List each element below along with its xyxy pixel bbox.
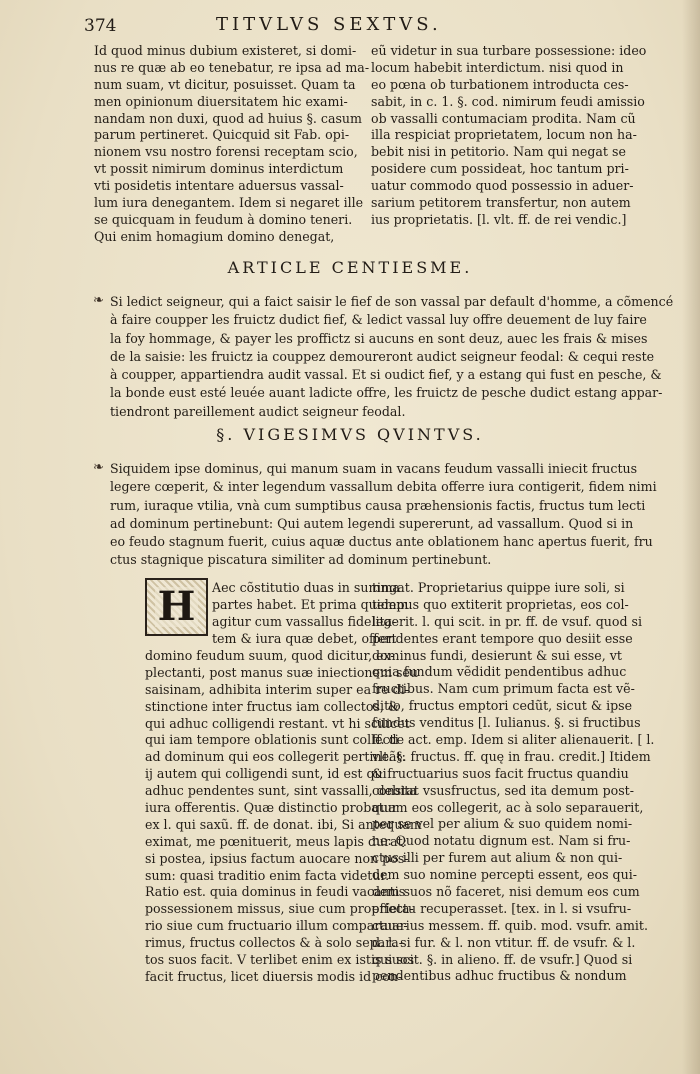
text-line: ne. Quod notatu dignum est. Nam si fru- bbox=[372, 833, 631, 849]
text-line: qui iam tempore oblationis sunt collecti bbox=[145, 732, 399, 748]
text-line: la bonde eust esté leuée auant ladicte offre, les fruictz de pesche dudict estang appar- bbox=[110, 385, 663, 401]
text-line: sabit, in c. 1. §. cod. nimirum feudi amissio bbox=[371, 93, 645, 109]
text-line: ob vassalli contumaciam prodita. Nam cũ bbox=[371, 110, 636, 126]
text-line: vti posidetis intentare aduersus vassal- bbox=[94, 178, 344, 194]
text-line: eo feudo stagnum fuerit, cuius aquæ ductus ante oblationem hanc apertus fuerit, fru bbox=[110, 534, 653, 550]
running-head bbox=[0, 12, 700, 38]
text-line: eũ videtur in sua turbare possessione: ideo bbox=[371, 43, 647, 58]
text-line: men opinionum diuersitatem hic exami- bbox=[94, 93, 348, 109]
text-line: vt possit nimirum dominus interdictum bbox=[94, 161, 344, 177]
text-line: partes habet. Et prima quidem bbox=[212, 596, 409, 612]
text-line: si postea, ipsius factum auocare non pos- bbox=[145, 850, 409, 866]
text-line: ctus stagnique piscatura similiter ad dominum pertinebunt. bbox=[110, 552, 492, 568]
running-title: TITVLVS SEXTVS. bbox=[216, 14, 442, 35]
page-edge-shadow bbox=[682, 0, 700, 1074]
text-line: rum, iuraque vtilia, vnà cum sumptibus causa præhensionis factis, fructus tum lecti bbox=[110, 497, 646, 513]
text-line: fundus venditus [l. Iulianus. §. si fructibus bbox=[372, 715, 641, 731]
text-line: la foy hommage, & payer les proffictz si aucuns en sont deuz, auec les frais & mises bbox=[110, 330, 648, 346]
text-line: tempus quo extiterit proprietas, eos col- bbox=[372, 596, 629, 612]
text-line: tiendront pareillement audict seigneur feodal. bbox=[110, 403, 406, 419]
text-line: constat vsusfructus, sed ita demum post- bbox=[372, 782, 634, 798]
pilcrow-icon: ❧ bbox=[93, 460, 104, 475]
text-line: vlt. §. fructus. ff. quę in frau. credit.] Itidem bbox=[372, 748, 651, 764]
text-line: iura offerentis. Quæ distinctio probatur bbox=[145, 800, 398, 816]
text-line: qui scit. §. in alieno. ff. de vsufr.] Quod si bbox=[372, 951, 633, 967]
initial-lines bbox=[212, 580, 409, 650]
text-line: dem suos nõ faceret, nisi demum eos cum bbox=[372, 884, 640, 900]
text-line: ctus illi per furem aut alium & non qui- bbox=[372, 850, 623, 866]
text-line: plectanti, post manus suæ iniectionem seu bbox=[145, 664, 418, 680]
text-line: num suam, vt dicitur, posuisset. Quam ta bbox=[94, 76, 356, 92]
text-line: effectu recuperasset. [tex. in l. si vsufru- bbox=[372, 900, 632, 916]
text-line: possessionem missus, siue cum proprieta- bbox=[145, 901, 414, 917]
drop-cap-letter: H bbox=[155, 587, 199, 627]
top-right-column bbox=[371, 43, 647, 233]
text-line: à coupper, appartiendra audit vassal. Et si oudict fief, y a estang qui fust en pesche, & bbox=[110, 367, 662, 383]
text-line: domino feudum suum, quod dicitur, ex- bbox=[145, 648, 395, 663]
text-line: sum: quasi traditio enim facta videtur. bbox=[145, 867, 390, 883]
text-line: nandam non duxi, quod ad huius §. casum bbox=[94, 110, 362, 126]
text-line: lum iura denegantem. Idem si negaret ille bbox=[94, 195, 364, 211]
text-line: legere cœperit, & inter legendum vassallum debita offerre iura contigerit, fidem nimi bbox=[110, 479, 657, 495]
section-heading: §. VIGESIMVS QVINTVS. bbox=[216, 425, 484, 444]
text-line: adhuc pendentes sunt, sint vassalli, debita bbox=[145, 783, 417, 799]
text-line: d. l. si fur. & l. non vtitur. ff. de vsufr. & l. bbox=[372, 934, 636, 950]
text-line: quam eos collegerit, ac à solo separauerit, bbox=[372, 799, 644, 815]
text-line: ius proprietatis. [l. vlt. ff. de rei vendic.] bbox=[371, 211, 627, 227]
text-line: uatur commodo quod possessio in aduer- bbox=[371, 178, 634, 194]
text-line: nionem vsu nostro forensi receptam scio, bbox=[94, 144, 358, 160]
bottom-right-column bbox=[372, 580, 655, 990]
text-line: de la saisie: les fruictz ia couppez demoureront audict seigneur feodal: & cequi reste bbox=[110, 348, 655, 364]
text-line: ff. de act. emp. Idem si aliter alienauerit. [ l. bbox=[372, 732, 655, 748]
text-line: agitur cum vassallus fidelita- bbox=[212, 613, 397, 629]
text-line: tem & iura quæ debet, offert bbox=[212, 630, 397, 646]
text-line: Aec cõstitutio duas in summa bbox=[212, 580, 400, 595]
text-line: facit fructus, licet diuersis modis id con- bbox=[145, 968, 403, 984]
page-number: 374 bbox=[84, 16, 117, 36]
text-line: ditio, fructus emptori cedũt, sicut & ipse bbox=[372, 698, 633, 714]
text-line: saisinam, adhibita interim super ea re di- bbox=[145, 681, 409, 697]
text-line: nus re quæ ab eo tenebatur, re ipsa ad ma- bbox=[94, 59, 370, 75]
text-line: tos suos facit. V terlibet enim ex istis suos bbox=[145, 952, 415, 968]
text-line: Qui enim homagium domino denegat, bbox=[94, 228, 335, 244]
article-heading: ARTICLE CENTIESME. bbox=[227, 258, 473, 277]
text-line: Id quod minus dubium existeret, si domi- bbox=[94, 43, 357, 58]
text-line: per se vel per alium & suo quidem nomi- bbox=[372, 816, 633, 832]
text-line: dominus fundi, desierunt & sui esse, vt bbox=[372, 647, 622, 663]
text-line: quia fundum vẽdidit pendentibus adhuc bbox=[372, 664, 627, 680]
text-line: illa respiciat proprietatem, locum non ha- bbox=[371, 127, 637, 143]
top-left-column bbox=[94, 43, 370, 248]
text-line: locum habebit interdictum. nisi quod in bbox=[371, 59, 624, 75]
text-line: rimus, fructus collectos & à solo separa- bbox=[145, 935, 404, 951]
text-line: eximat, me pœnituerit, meus lapis durat: bbox=[145, 833, 407, 849]
text-line: parum pertineret. Quicquid sit Fab. opi- bbox=[94, 127, 350, 143]
text-line: posidere cum possideat, hoc tantum pri- bbox=[371, 161, 629, 177]
text-line: rio siue cum fructuario illum comparaue- bbox=[145, 918, 408, 934]
text-line: se quicquam in feudum à domino teneri. bbox=[94, 211, 353, 227]
text-line: ad dominum pertinebunt: Qui autem legendi supererunt, ad vassallum. Quod si in bbox=[110, 515, 634, 531]
text-line: à faire coupper les fruictz dudict fief, & ledict vassal luy offre deuement de luy faire bbox=[110, 312, 647, 328]
text-line: bebit nisi in petitorio. Nam qui negat se bbox=[371, 144, 626, 160]
text-line: stinctione inter fructus iam collectos, & bbox=[145, 698, 400, 714]
text-line: ex l. qui saxũ. ff. de donat. ibi, Si antequam bbox=[145, 816, 422, 832]
section-paragraph bbox=[110, 460, 657, 572]
text-line: Ratio est. quia dominus in feudi vacantis bbox=[145, 884, 406, 900]
text-line: legerit. l. qui scit. in pr. ff. de vsuf. quod si bbox=[372, 613, 643, 629]
pilcrow-icon: ❧ bbox=[93, 293, 104, 308]
text-line: ctuarius messem. ff. quib. mod. vsufr. amit. bbox=[372, 917, 648, 933]
text-line: fructibus. Nam cum primum facta est vẽ- bbox=[372, 681, 635, 697]
text-line: eo pœna ob turbationem introducta ces- bbox=[371, 76, 629, 92]
text-line: pendentes erant tempore quo desiit esse bbox=[372, 630, 633, 646]
drop-cap-initial bbox=[145, 578, 208, 636]
text-line: ad dominum qui eos collegerit pertineãt: bbox=[145, 749, 406, 765]
text-line: Si ledict seigneur, qui a faict saisir le fief de son vassal par default d'homme, a cõmencé bbox=[110, 294, 674, 309]
article-paragraph bbox=[110, 293, 674, 423]
text-line: tingat. Proprietarius quippe iure soli, si bbox=[372, 580, 625, 595]
bottom-left-column bbox=[145, 648, 422, 988]
text-line: qui adhuc colligendi restant. vt hi scilicet bbox=[145, 715, 410, 731]
text-line: & fructuarius suos facit fructus quandiu bbox=[372, 765, 629, 781]
text-line: dem suo nomine percepti essent, eos qui- bbox=[372, 867, 638, 883]
text-line: sarium petitorem transfertur, non autem bbox=[371, 195, 631, 211]
text-line: ij autem qui colligendi sunt, id est qui bbox=[145, 766, 387, 782]
text-line: Siquidem ipse dominus, qui manum suam in vacans feudum vassalli iniecit fructus bbox=[110, 461, 638, 476]
text-line: pendentibus adhuc fructibus & nondum bbox=[372, 968, 627, 984]
